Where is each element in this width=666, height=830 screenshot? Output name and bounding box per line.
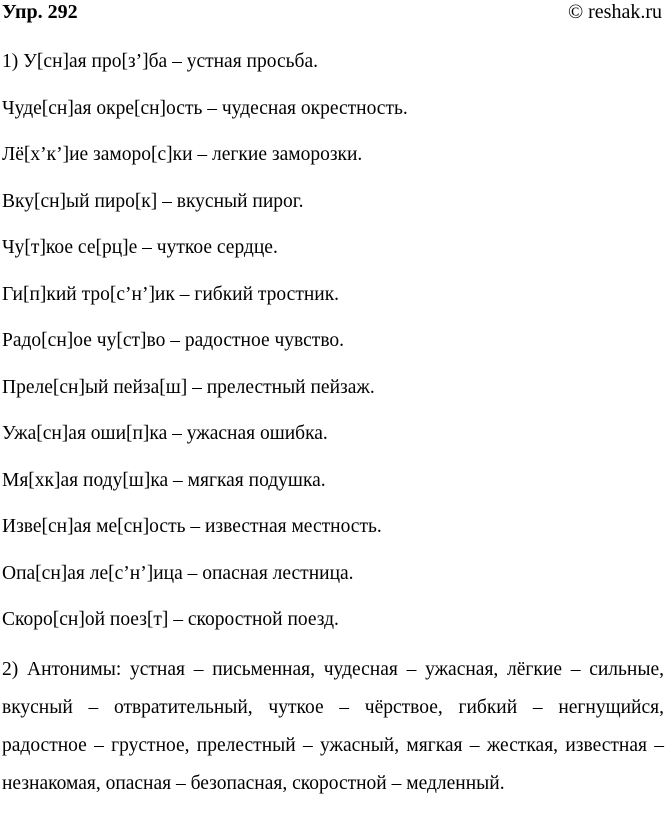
list-item: Радо[сн]ое чу[ст]во – радостное чувство. [2, 330, 345, 351]
list-item: 1) У[сн]ая про[з’]ба – устная просьба. [2, 51, 318, 72]
list-item: Лё[х’к’]ие замoро[с]ки – легкие заморозки. [2, 144, 363, 165]
list-item: Вку[сн]ый пиро[к] – вкусный пирог. [2, 190, 304, 212]
list-item: Опа[сн]ая ле[с’н’]ица – опасная лестница. [2, 562, 354, 584]
part1-list [2, 39, 664, 644]
list-item: Изве[сн]ая ме[сн]ость – известная местность. [2, 516, 382, 537]
list-item: Ги[п]кий тро[с’н’]ик – гибкий тростник. [2, 283, 340, 305]
copyright-label: © reshak.ru [567, 1, 662, 23]
list-item: Преле[сн]ый пейза[ш] – прелестный пейзаж. [2, 376, 375, 398]
list-item: Мя[хк]ая поду[ш]ка – мягкая подушка. [2, 469, 326, 491]
list-item: Чуде[сн]ая окре[сн]ость – чудесная окрестность. [2, 97, 408, 119]
antonyms-paragraph: 2) Антонимы: устная – письменная, чудесная – ужасная, лёгкие – сильные, вкусный – отвратительный, чуткое – чёрствое, гибкий – негнущийся, радостное – грустное, прелестный – ужасный, мягкая – жесткая, известная – незнакомая, опасная – безопасная, скоростной – медленный. [2, 659, 664, 794]
list-item: Чу[т]кое се[рц]е – чуткое сердце. [2, 237, 278, 258]
list-item: Ужа[сн]ая оши[п]ка – ужасная ошибка. [2, 423, 328, 444]
list-item: Скоро[сн]ой поез[т] – скоростной поезд. [2, 609, 339, 630]
exercise-title: Упр. 292 [2, 1, 78, 23]
